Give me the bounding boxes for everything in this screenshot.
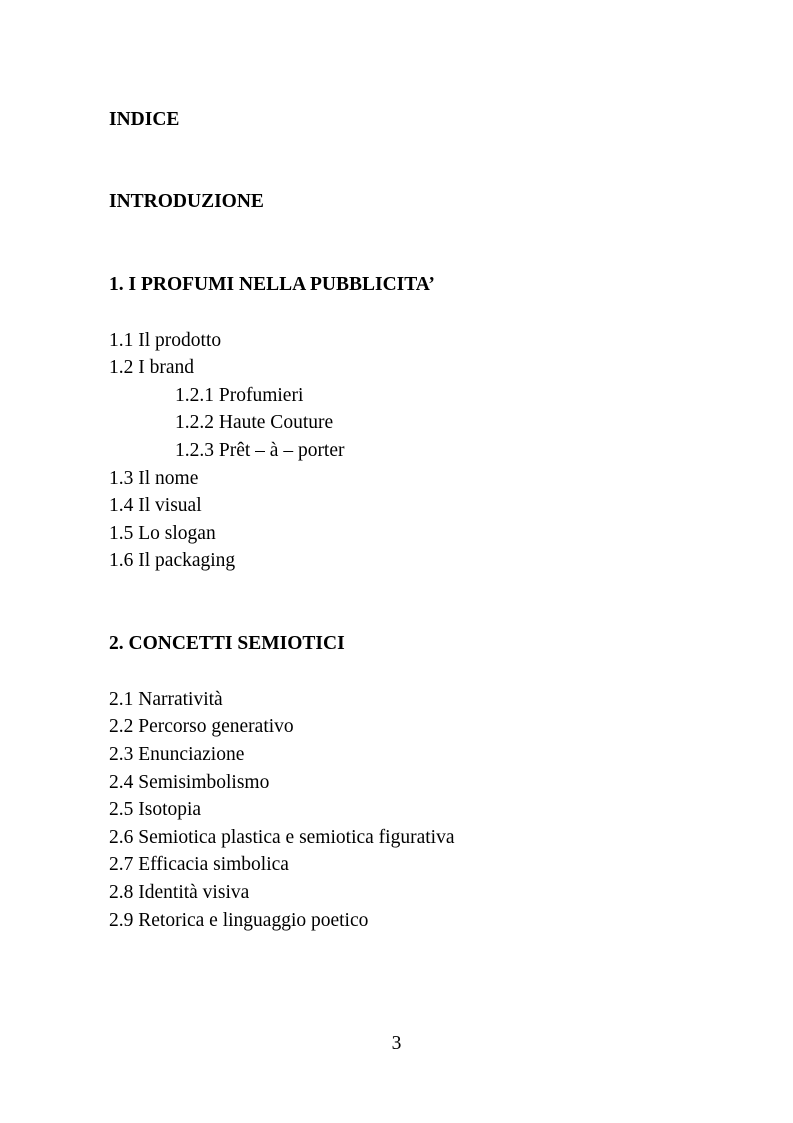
toc-entry-2-2: 2.2 Percorso generativo: [109, 716, 294, 737]
toc-entry-1-1: 1.1 Il prodotto: [109, 330, 222, 351]
toc-entry-1-6: 1.6 Il packaging: [109, 550, 236, 571]
toc-entry-1-2-3: 1.2.3 Prêt – à – porter: [175, 440, 345, 461]
toc-entry-1-2: 1.2 I brand: [109, 357, 195, 378]
chapter-2-title: 2. CONCETTI SEMIOTICI: [109, 633, 345, 654]
page-number: 3: [391, 1033, 402, 1054]
toc-entry-2-1: 2.1 Narratività: [109, 689, 223, 710]
toc-entry-2-7: 2.7 Efficacia simbolica: [109, 854, 289, 875]
toc-entry-1-2-1: 1.2.1 Profumieri: [175, 385, 304, 406]
toc-heading: INDICE: [109, 109, 180, 130]
chapter-1-title: 1. I PROFUMI NELLA PUBBLICITA’: [109, 274, 435, 295]
toc-entry-1-3: 1.3 Il nome: [109, 468, 199, 489]
toc-entry-1-2-2: 1.2.2 Haute Couture: [175, 412, 334, 433]
toc-entry-2-6: 2.6 Semiotica plastica e semiotica figurativa: [109, 827, 455, 848]
toc-entry-1-4: 1.4 Il visual: [109, 495, 202, 516]
toc-entry-2-5: 2.5 Isotopia: [109, 799, 202, 820]
toc-entry-1-5: 1.5 Lo slogan: [109, 523, 216, 544]
toc-entry-2-4: 2.4 Semisimbolismo: [109, 772, 270, 793]
toc-entry-2-8: 2.8 Identità visiva: [109, 882, 250, 903]
toc-entry-2-3: 2.3 Enunciazione: [109, 744, 245, 765]
toc-entry-introduction: INTRODUZIONE: [109, 191, 264, 212]
toc-entry-2-9: 2.9 Retorica e linguaggio poetico: [109, 910, 369, 931]
